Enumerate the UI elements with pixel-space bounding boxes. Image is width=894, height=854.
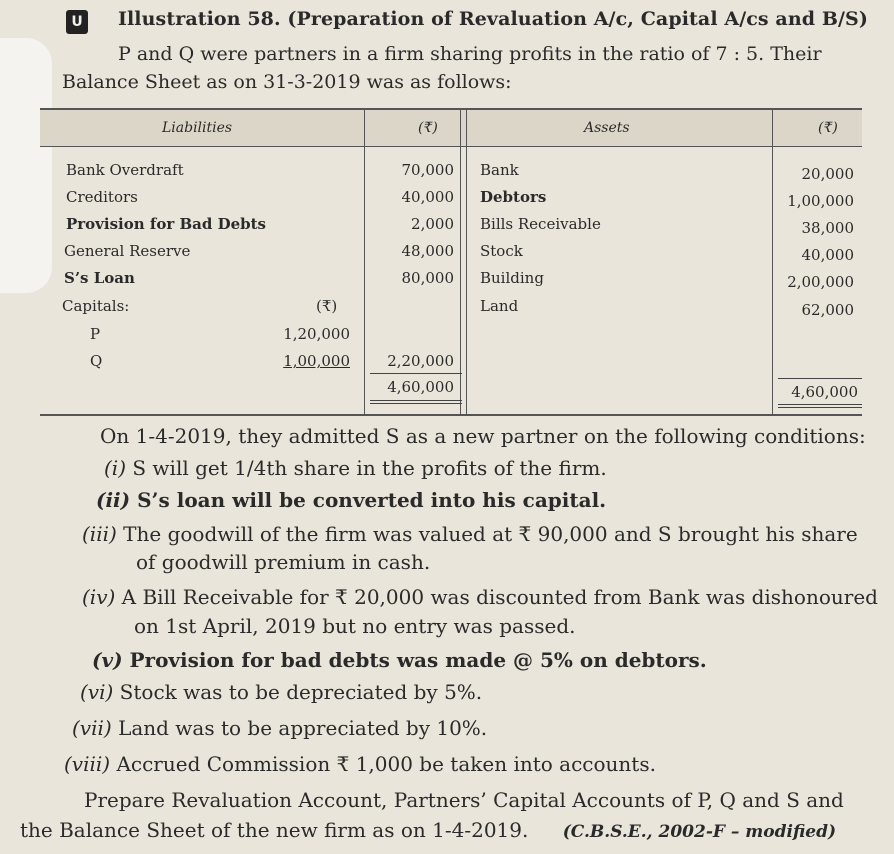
asset-amount: 62,000 <box>801 301 854 319</box>
total-rule <box>778 404 862 405</box>
condition-number: (vii) <box>72 716 112 740</box>
asset-amount: 1,00,000 <box>787 192 854 210</box>
divider <box>772 110 773 414</box>
liability-label: Creditors <box>66 188 138 206</box>
asset-label: Land <box>480 297 519 315</box>
header-assets: Assets <box>584 120 630 136</box>
total-rule <box>778 378 862 379</box>
condition-item <box>104 456 607 480</box>
liabilities-total: 4,60,000 <box>387 378 454 396</box>
condition-number: (v) <box>92 648 123 672</box>
total-rule <box>778 407 862 408</box>
condition-number: (iii) <box>82 522 117 546</box>
condition-number: (viii) <box>64 752 111 776</box>
intro-line-2: Balance Sheet as on 31-3-2019 was as follows: <box>62 71 512 93</box>
condition-number: (iv) <box>82 585 116 609</box>
liability-amount: 48,000 <box>401 242 454 260</box>
condition-item <box>64 752 656 776</box>
divider <box>364 110 365 414</box>
liability-label: Provision for Bad Debts <box>66 215 266 233</box>
condition-text: Stock was to be depreciated by 5%. <box>119 680 483 704</box>
capitals-unit: (₹) <box>316 297 338 315</box>
asset-amount: 20,000 <box>801 165 854 183</box>
table-header <box>40 110 862 147</box>
closing-line-1: Prepare Revaluation Account, Partners’ Capital Accounts of P, Q and S and <box>84 788 844 812</box>
asset-amount: 2,00,000 <box>787 273 854 291</box>
condition-item <box>92 648 707 672</box>
capitals-total: 2,20,000 <box>387 352 454 370</box>
condition-text: A Bill Receivable for ₹ 20,000 was discounted from Bank was dishonoured <box>121 585 878 609</box>
asset-amount: 38,000 <box>801 219 854 237</box>
condition-number: (ii) <box>96 488 131 512</box>
header-amount-left: (₹) <box>418 120 438 136</box>
capital-partner-label: Q <box>90 352 103 370</box>
condition-text: Land was to be appreciated by 10%. <box>118 716 488 740</box>
asset-label: Bills Receivable <box>480 215 601 233</box>
total-rule <box>370 403 462 404</box>
liability-amount: 80,000 <box>401 269 454 287</box>
condition-text: Provision for bad debts was made @ 5% on debtors. <box>129 648 707 672</box>
balance-sheet-table <box>40 108 862 416</box>
condition-text: S’s loan will be converted into his capital. <box>137 488 607 512</box>
header-amount-right: (₹) <box>818 120 838 136</box>
liability-amount: 70,000 <box>401 161 454 179</box>
capital-partner-label: P <box>90 325 101 343</box>
asset-label: Stock <box>480 242 523 260</box>
closing-line-2-text: the Balance Sheet of the new firm as on 1-4-2019. <box>20 818 529 842</box>
condition-item <box>80 680 482 704</box>
condition-continuation: on 1st April, 2019 but no entry was passed. <box>134 614 576 638</box>
condition-number: (vi) <box>80 680 114 704</box>
total-rule <box>370 400 462 401</box>
condition-item <box>72 716 487 740</box>
condition-text: The goodwill of the firm was valued at ₹ 90,000 and S brought his share <box>123 522 858 546</box>
condition-text: Accrued Commission ₹ 1,000 be taken into accounts. <box>116 752 656 776</box>
condition-text: S will get 1/4th share in the profits of the firm. <box>132 456 607 480</box>
condition-continuation: of goodwill premium in cash. <box>136 550 431 574</box>
badge-icon: U <box>66 10 88 34</box>
liability-label: S’s Loan <box>64 269 135 287</box>
divider <box>466 110 467 414</box>
capital-partner-amount: 1,00,000 <box>283 352 350 370</box>
total-rule <box>370 373 462 374</box>
conditions-intro: On 1-4-2019, they admitted S as a new partner on the following conditions: <box>100 424 866 448</box>
closing-line-2 <box>20 818 836 842</box>
condition-item <box>96 488 606 512</box>
liability-label: General Reserve <box>64 242 191 260</box>
asset-label: Debtors <box>480 188 547 206</box>
illustration-title: Illustration 58. (Preparation of Revaluation A/c, Capital A/cs and B/S) <box>118 8 868 30</box>
asset-label: Building <box>480 269 544 287</box>
liability-amount: 40,000 <box>401 188 454 206</box>
citation: (C.B.S.E., 2002-F – modified) <box>562 822 837 842</box>
intro-line-1: P and Q were partners in a firm sharing profits in the ratio of 7 : 5. Their <box>118 43 822 65</box>
condition-number: (i) <box>104 456 127 480</box>
liability-amount: 2,000 <box>411 215 454 233</box>
asset-label: Bank <box>480 161 519 179</box>
liability-label: Bank Overdraft <box>66 161 184 179</box>
condition-item <box>82 585 878 609</box>
capitals-label: Capitals: <box>62 297 130 315</box>
divider <box>460 110 461 414</box>
assets-total: 4,60,000 <box>791 383 858 401</box>
asset-amount: 40,000 <box>801 246 854 264</box>
capital-partner-amount: 1,20,000 <box>283 325 350 343</box>
header-liabilities: Liabilities <box>162 120 233 136</box>
condition-item <box>82 522 858 546</box>
